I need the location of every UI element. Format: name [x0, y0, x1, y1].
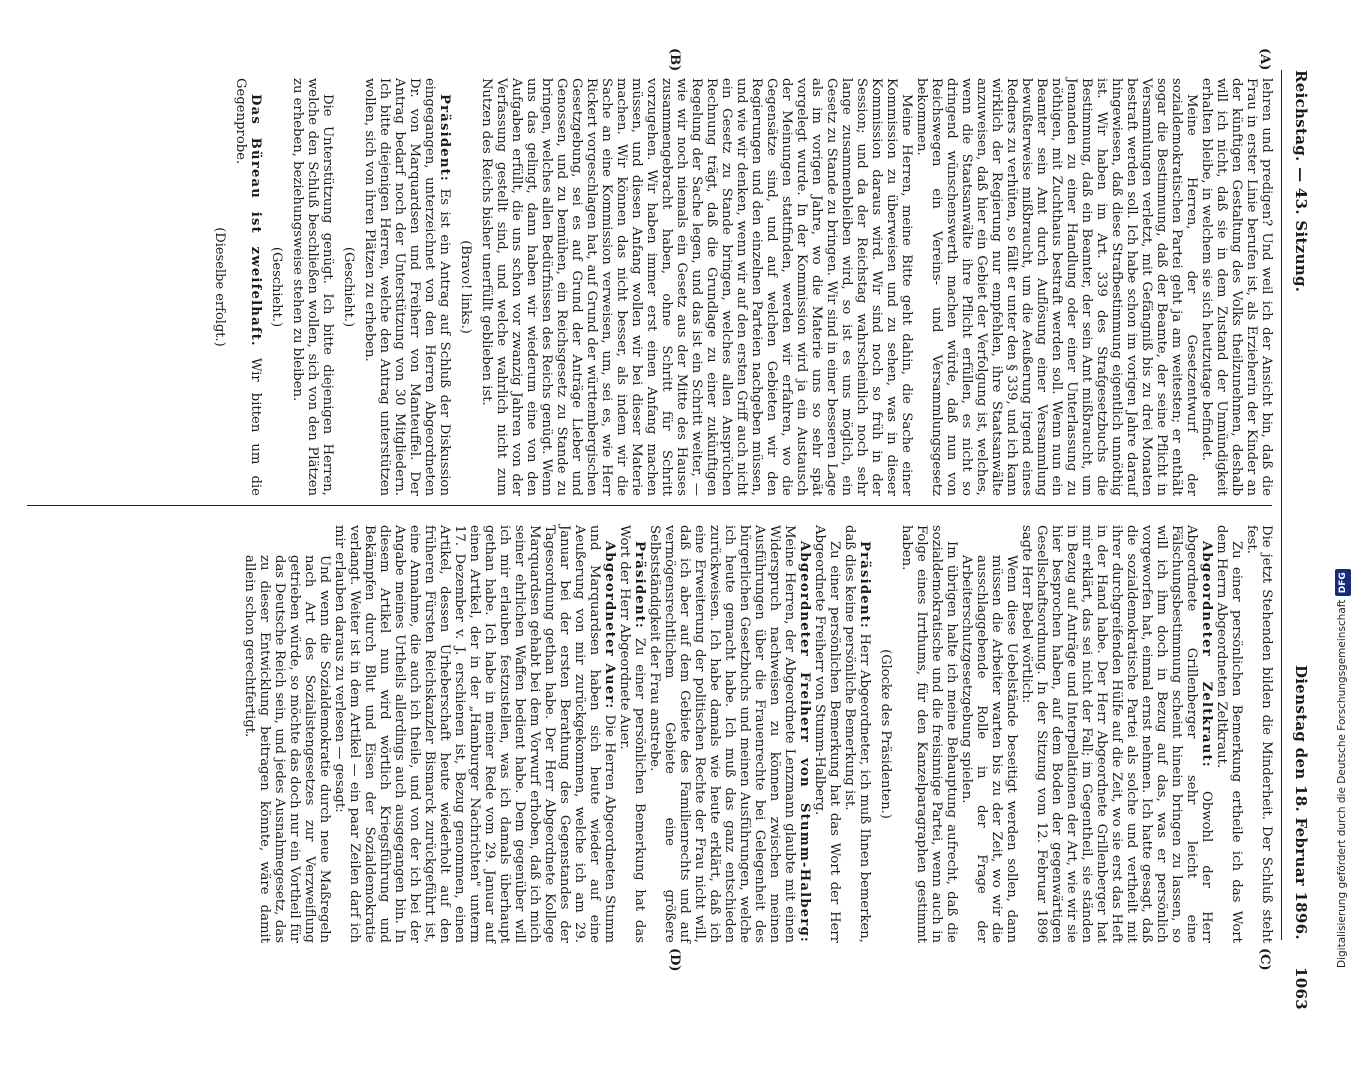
paragraph: Meine Herren, der Gesetzentwurf der sozialdemokratischen Partei geht ja am weitesten; er enthält sogar die Bestimmung, daß der Beamte, der seine Pflicht in Versammlungen verletzt, mit Gefängniß bis zu drei Monaten bestraft werden soll. Ich habe schon im vorigen Jahre darauf hingewiesen, daß diese Strafbestimmung eigentlich unnöthig ist. Wir haben im Art. 339 des Strafgesetzbuchs die Bestimmung, daß ein Beamter, der sein Amt mißbraucht, um Jemanden zu einer Handlung oder einer Unterlassung zu nöthigen, mit Zuchthaus bestraft werden soll. Wenn nun ein Beamter sein Amt durch Auflösung einer Versammlung bewußterweise mißbraucht, um die Aeußerung irgend eines Redners zu verhüten, so fällt er unter den § 339, und ich kann wirklich der Regierung nur empfehlen, ihre Staatsanwälte anzuweisen, daß hier ein Gebiet der Verfolgung ist, welches, wenn die Staatsanwälte ihre Pflicht erfüllen, es nicht so dringend wünschenswerth machen würde, daß nun von Reichswegen ein Vereins- und Versammlungsgesetz bekommen. [914, 78, 1199, 496]
paragraph: Im übrigen halte ich meine Behauptung aufrecht, daß die sozialdemokratische und die freisinnige Partei, wenn auch in Folge eines Irrthums, für den Kanzelparagraphen gestimmt haben. [899, 525, 959, 943]
stage-direction: (Geschieht.) [269, 246, 284, 328]
speech-text: Es ist ein Antrag auf Schluß der Diskussion eingegangen, unterzeichnet von den Herren Abgeordneten Dr. von Marquardsen und Freiherr von Manteuffel. Der Antrag bedarf noch der Unterstützung von 30 Mitgliedern. Ich bitte diejenigen Herren, welche den Antrag unterstützen wollen, sich von ihren Plätzen zu erheben. [362, 78, 452, 496]
stage-direction: (Bravo! links.) [458, 240, 473, 334]
speaker-label: Das Büreau ist zweifelhaft. [248, 94, 263, 347]
paragraph: Zu einer persönlichen Bemerkung ertheile ich das Wort dem Herrn Abgeordneten Zeltkraut. [1214, 525, 1244, 943]
paragraph: Meine Herren, meine Bitte geht dahin, die Sache einer Kommission zu überweisen und zu sehen, was in dieser Kommission daraus wird. Wir sind noch so früh in der Session; und da der Reichstag wahrscheinlich noch sehr lange zusammenbleiben wird, so ist es uns möglich, ein Gesetz zu Stande zu bringen. Wir sind in einer besseren Lage als im vorigen Jahre, wo die Materie uns so sehr spät vorgelegt wurde. In der Kommission wird ja ein Austausch der Meinungen stattfinden, werden wir erfahren, wo die Gegensätze sind, und auf welchen Gebieten wir den Regierungen und den einzelnen Parteien nachgeben müssen, und wie wir denken, wenn wir auf den ersten Griff auch nicht ein Gesetz zu Stande bringen, welches allen Ansprüchen Rechnung trägt, daß die Grundlage zu einer zukünftigen Regelung der Sache legen, und das ist ein Schritt weiter, — wie wir noch niemals ein Gesetz aus der Mitte des Hauses zusammengebracht haben, ohne Schritt für Schritt vorzugehen. Wir haben immer erst einen Anfang machen müssen, und diesen Anfang wollen wir bei dieser Materie machen. Wir können das nicht besser, als indem wir die Sache an eine Kommission verweisen, um, sei es, wie Herr Rickert vorgeschlagen hat, auf Grund der württembergischen Gesetzgebung, sei es auf Grund der Anträge Lieber und Genossen, und zu bemühen, ein Reichsgesetz zu Stande zu bringen, welches allen Bedürfnissen des Reichs genügt. Wenn uns das gelingt, dann haben wir wiederum eine von den Aufgaben erfüllt, die uns schon vor zwanzig Jahren von der Verfassung gestellt sind, und welche wahrlich nicht zum Nutzen des Reichs bisher unerfüllt geblieben ist. [479, 78, 914, 496]
stage-direction: (Geschieht.) [341, 246, 356, 328]
paragraph: Zu einer persönlichen Bemerkung hat das Wort der Herr Abgeordnete Freiherr von Stumm-Halberg. [812, 525, 842, 943]
speech-text: Wir bitten um die Gegenprobe. [233, 78, 263, 496]
margin-letter-c: (C) [1257, 948, 1272, 971]
header-rule [1281, 70, 1282, 940]
dfg-logo: DFG [1335, 569, 1351, 596]
paragraph: Die Unterstützung genügt. Ich bitte diejenigen Herren, welche den Schluß beschließen wollen, sich von den Plätzen zu erheben, beziehungsweise stehen zu bleiben. [290, 78, 335, 496]
margin-letter-d: (D) [667, 948, 682, 972]
speaker-label: Präsident: [632, 541, 647, 630]
speech-text: Meine Herren, der Abgeordnete Lenzmann glaubte mit einen Widerspruch nachweisen zu können zwischen meinen Ausführungen über die Frauenrechte bei Gelegenheit des bürgerlichen Gesetzbuchs und meinen Ausführungen, welche ich heute gemacht habe. Ich muß das ganz entschieden zurückweisen. Ich habe damals wie heute erklärt, daß ich eine Erweiterung der politischen Rechte der Frau nicht will, daß ich aber auf dem Gebiete des Familienrechts und auf vermögensrechtlichem Gebiete eine größere Selbstständigkeit der Frau anstrebe. [647, 525, 797, 943]
header-session: Reichstag. — 43. Sitzung. [1292, 70, 1310, 293]
speaker-label: Präsident: [857, 541, 872, 630]
page-header [1286, 70, 1310, 1080]
column-divider [27, 505, 1272, 506]
speaker-label: Abgeordneter Zeltkraut: [1199, 541, 1214, 768]
speaker-label: Präsident: [437, 94, 452, 183]
left-column [206, 78, 1274, 496]
quotation: Und wenn die Sozialdemokratie durch neue Maßregeln nach Art des Sozialistengesetzes zur Verzweiflung getrieben würde, so möchte das doch nur ein Vortheil für das Deutsche Reich sein, und jedes Ausnahmegesetz, das zu dieser Entwicklung beitragen könnte, wäre damit allein schon gerechtfertigt. [242, 555, 332, 943]
margin-letter-a: (A) [1257, 48, 1272, 71]
paragraph: Die jetzt Stehenden bilden die Minderheit. Der Schluß steht fest. [1244, 525, 1274, 943]
speaker-label: Abgeordneter Auer: [602, 541, 617, 710]
page-number: 1063 [1292, 967, 1310, 1010]
digitization-note [1334, 8, 1350, 998]
stage-direction: (Dieselbe erfolgt.) [212, 227, 227, 347]
header-date: Dienstag den 18. Februar 1896. [1292, 665, 1310, 940]
paragraph: lehren und predigen? Und weil ich der Ansicht bin, daß die Frau in erster Linie berufen ist, als Erzieherin der Kinder an der künftigen Gestaltung des Volks theilzunehmen, deshalb will ich nicht, daß sie in dem Zustand der Unmündigkeit erhalten bleibe, in welchem sie sich heutzutage befindet. [1199, 78, 1274, 496]
stage-direction: (Glocke des Präsidenten.) [878, 649, 893, 819]
right-column [242, 525, 1274, 943]
margin-letter-b: (B) [667, 48, 682, 72]
quotation: Wenn diese Uebelstände beseitigt werden sollen, dann müssen die Arbeiter warten bis zu der Zeit, wo wir die ausschlaggebende Rolle in der Frage der Arbeiterschutzgesetzgebung spielen. [959, 555, 1019, 943]
speech-text: Die Herren Abgeordneten Stumm und Marquardsen haben sich heute wieder auf eine Aeußerung von mir zurückgekommen, welche ich am 29. Januar bei der ersten Berathung des Gegenstandes der Tagesordnung gethan habe. Der Herr Abgeordnete Kollege Marquardsen gehabt bei dem Vorwurf erhoben, daß ich mich seiner ehrlichen Waffen bedient habe. Dem gegenüber will ich mir erlauben festzustellen, was ich damals überhaupt gethan habe. Ich habe in meiner Rede vom 29. Januar auf einen Artikel, der in der „Hamburger Nachrichten" unterm 17. Dezember v. J. erschienen ist, Bezug genommen, einen Artikel, dessen Urheberschaft heute wiederholt auf den früheren Fürsten Reichskanzler Bismarck zurückgeführt ist, eine Annahme, die auch ich theile, und von der ich bei der Angabe meines Urtheils allerdings auch ausgegangen bin. In diesem Artikel nun wird wörtlich Kriegsführung und Bekämpfen durch Blut und Eisen der Sozialdemokratie verlangt. Weiter ist in dem Artikel — ein paar Zeilen darf ich mir erlauben daraus zu verlesen — gesagt: [332, 525, 617, 944]
document-page [2, 0, 1332, 1010]
speech-text: Zu einer persönlichen Bemerkung hat das Wort der Herr Abgeordnete Auer. [617, 525, 647, 944]
speech-text: Herr Abgeordneter, ich muß Ihnen bemerken, daß dies keine persönliche Bemerkung ist. [842, 525, 872, 943]
digitization-note-text: Digitalisierung gefördert durch die Deutsche Forschungsgemeinschaft [1336, 599, 1348, 968]
speaker-label: Abgeordneter Freiherr von Stumm-Halberg: [797, 541, 812, 943]
speech-text: Obwohl der Herr Abgeordnete Grillenberger sehr leicht eine Fälschungsbestimmung scheint hinein bringen zu lassen, so will ich ihm doch in Bezug auf das, was er persönlich vorgeworfen hat, einmal ernst nehmen. Ich hatte gesagt, daß die sozialdemokratische Partei als solche und vertheilt mit ihrer durchgreifenden Hülfe auf die Zeit, wo sie erst das Heft in der Hand habe. Der Herr Abgeordnete Grillenberger hat mir erklärt, das sei nicht der Fall; im Gegentheil, sie ständen in Bezug auf Anträge und Interpellationen der Art, wie wir sie hier besprochen haben, auf dem Boden der gegenwärtigen Gesellschaftsordnung. In der Sitzung vom 12. Februar 1896 sagte Herr Bebel wörtlich: [1019, 525, 1214, 943]
